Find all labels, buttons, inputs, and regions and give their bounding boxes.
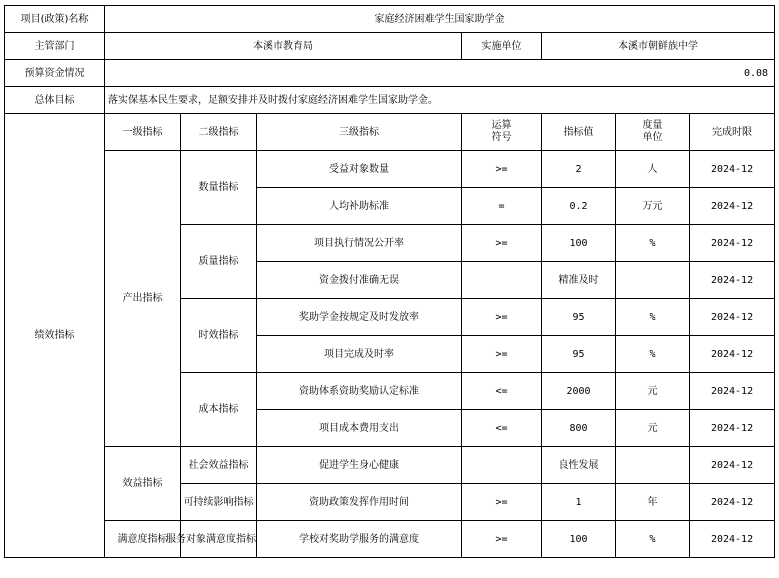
goal-value: 落实保基本民生要求，足额安排并及时拨付家庭经济困难学生国家助学金。	[105, 87, 775, 114]
indicator-name: 项目成本费用支出	[257, 410, 462, 447]
indicator-value: 良性发展	[542, 447, 616, 484]
indicator-name: 奖助学金按规定及时发放率	[257, 299, 462, 336]
header-level2: 二级指标	[181, 114, 257, 151]
goal-label: 总体目标	[5, 87, 105, 114]
header-unit-line2: 单位	[642, 132, 663, 143]
impl-unit-label: 实施单位	[462, 33, 542, 60]
header-level1: 一级指标	[105, 114, 181, 151]
indicator-name: 资金拨付准确无误	[257, 262, 462, 299]
indicator-unit: 年	[616, 484, 690, 521]
impl-unit-value: 本溪市朝鲜族中学	[542, 33, 775, 60]
indicator-unit	[616, 447, 690, 484]
table-row	[5, 151, 775, 188]
indicator-name: 受益对象数量	[257, 151, 462, 188]
table-row	[5, 521, 775, 558]
indicator-deadline: 2024-12	[690, 336, 775, 373]
indicator-unit: %	[616, 225, 690, 262]
indicator-operator: =	[462, 188, 542, 225]
indicator-deadline: 2024-12	[690, 262, 775, 299]
group-social: 社会效益指标	[181, 447, 257, 484]
header-unit	[616, 114, 690, 151]
indicator-name: 人均补助标准	[257, 188, 462, 225]
indicator-value: 95	[542, 336, 616, 373]
indicator-operator	[462, 447, 542, 484]
indicator-value: 100	[542, 521, 616, 558]
header-operator-line2: 符号	[491, 132, 512, 143]
group-output: 产出指标	[105, 151, 181, 447]
indicator-value: 100	[542, 225, 616, 262]
performance-label: 绩效指标	[5, 114, 105, 558]
indicator-deadline: 2024-12	[690, 447, 775, 484]
performance-table	[4, 5, 775, 558]
project-row	[5, 6, 775, 33]
indicator-deadline: 2024-12	[690, 188, 775, 225]
group-quality: 质量指标	[181, 225, 257, 299]
indicator-value: 95	[542, 299, 616, 336]
indicator-value: 精准及时	[542, 262, 616, 299]
project-name: 家庭经济困难学生国家助学金	[105, 6, 775, 33]
header-operator-line1: 运算	[491, 120, 512, 131]
indicator-name: 项目执行情况公开率	[257, 225, 462, 262]
indicator-value: 2000	[542, 373, 616, 410]
indicator-name: 资助政策发挥作用时间	[257, 484, 462, 521]
indicator-operator: <=	[462, 373, 542, 410]
department-label: 主管部门	[5, 33, 105, 60]
indicator-value: 800	[542, 410, 616, 447]
department-row	[5, 33, 775, 60]
group-cost: 成本指标	[181, 373, 257, 447]
indicator-operator: >=	[462, 521, 542, 558]
indicator-unit: 万元	[616, 188, 690, 225]
indicator-deadline: 2024-12	[690, 299, 775, 336]
indicator-value: 1	[542, 484, 616, 521]
indicator-deadline: 2024-12	[690, 521, 775, 558]
indicator-deadline: 2024-12	[690, 225, 775, 262]
header-row	[5, 114, 775, 151]
group-timeliness: 时效指标	[181, 299, 257, 373]
group-sustain: 可持续影响指标	[181, 484, 257, 521]
department-value: 本溪市教育局	[105, 33, 462, 60]
table-row	[5, 447, 775, 484]
indicator-deadline: 2024-12	[690, 373, 775, 410]
indicator-deadline: 2024-12	[690, 151, 775, 188]
indicator-name: 项目完成及时率	[257, 336, 462, 373]
group-benefit: 效益指标	[105, 447, 181, 521]
indicator-unit: 元	[616, 373, 690, 410]
budget-row	[5, 60, 775, 87]
indicator-value: 0.2	[542, 188, 616, 225]
group-quantity: 数量指标	[181, 151, 257, 225]
header-target: 指标值	[542, 114, 616, 151]
indicator-operator: >=	[462, 151, 542, 188]
group-satisfaction: 满意度指标	[105, 521, 181, 558]
indicator-deadline: 2024-12	[690, 484, 775, 521]
header-operator	[462, 114, 542, 151]
indicator-unit: 元	[616, 410, 690, 447]
indicator-operator	[462, 262, 542, 299]
group-service-object: 服务对象满意度指标	[181, 521, 257, 558]
indicator-unit	[616, 262, 690, 299]
header-level3: 三级指标	[257, 114, 462, 151]
indicator-operator: >=	[462, 299, 542, 336]
indicator-operator: >=	[462, 336, 542, 373]
indicator-operator: >=	[462, 484, 542, 521]
indicator-deadline: 2024-12	[690, 410, 775, 447]
indicator-unit: 人	[616, 151, 690, 188]
indicator-unit: %	[616, 336, 690, 373]
indicator-name: 资助体系资助奖励认定标准	[257, 373, 462, 410]
indicator-operator: >=	[462, 225, 542, 262]
indicator-operator: <=	[462, 410, 542, 447]
indicator-name: 促进学生身心健康	[257, 447, 462, 484]
indicator-unit: %	[616, 521, 690, 558]
indicator-name: 学校对奖助学服务的满意度	[257, 521, 462, 558]
indicator-value: 2	[542, 151, 616, 188]
project-label: 项目(政策)名称	[5, 6, 105, 33]
header-deadline: 完成时限	[690, 114, 775, 151]
budget-label: 预算资金情况	[5, 60, 105, 87]
goal-row	[5, 87, 775, 114]
budget-value: 0.08	[105, 60, 775, 87]
indicator-unit: %	[616, 299, 690, 336]
header-unit-line1: 度量	[642, 120, 663, 131]
